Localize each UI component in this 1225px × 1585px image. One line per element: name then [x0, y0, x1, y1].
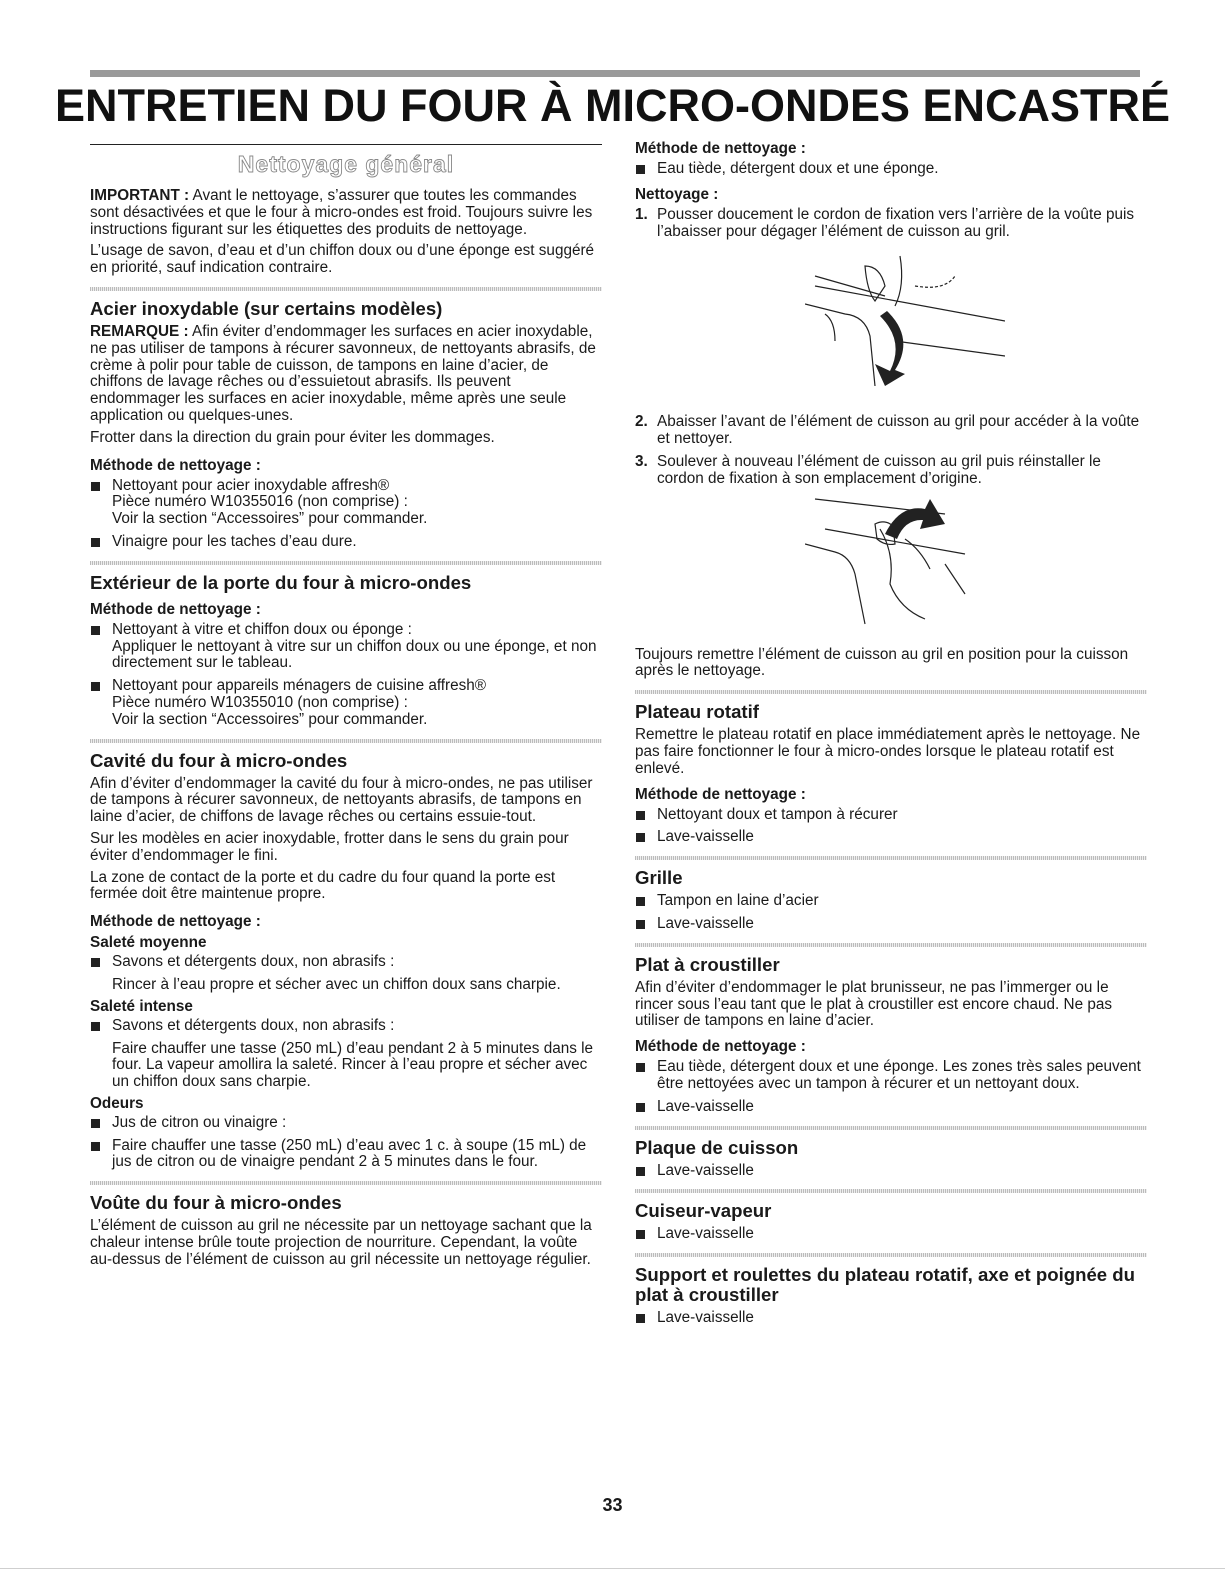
odors-list	[90, 1115, 602, 1171]
list-item: Savons et détergents doux, non abrasifs :	[90, 954, 602, 971]
stainless-note: REMARQUE : Afin éviter d’endommager les surfaces en acier inoxydable, ne pas utiliser de tampons à récurer savonneux, de nettoyants abrasifs, de crème à polir pour table de cuisson, de tampons en laine d’acier, de chiffons de lavage rêches ou d’essuietout abrasifs. Ils peuvent endommager les surfaces en acier inoxydable, même après une seule application ou quelques-unes.	[90, 322, 596, 424]
method-label: Méthode de nettoyage :	[635, 1038, 806, 1056]
section-divider	[635, 1253, 1147, 1257]
heavy-list	[90, 1018, 602, 1035]
section-heading-vault: Voûte du four à micro-ondes	[90, 1192, 342, 1214]
method-label: Méthode de nettoyage :	[635, 140, 806, 157]
cavity-paragraph: La zone de contact de la porte et du cadre du four quand la porte est fermée doit être maintenue propre.	[90, 868, 556, 903]
step-item: 3. Soulever à nouveau l’élément de cuisson au gril puis réinstaller le cordon de fixation à son emplacement d’origine.	[635, 452, 1101, 487]
section-divider	[635, 690, 1147, 694]
important-note: IMPORTANT : Avant le nettoyage, s’assurer que toutes les commandes sont désactivées et que le four à micro-ondes est froid. Toujours suivre les instructions figurant sur les étiquettes des produits de nettoyage.	[90, 187, 593, 238]
top-rule	[90, 70, 1140, 77]
rack-list	[635, 893, 1147, 933]
list-item: Nettoyant pour appareils ménagers de cuisine affresh® Pièce numéro W10355010 (non comprise) : Voir la section “Accessoires” pour commander.	[90, 678, 602, 728]
section-divider	[90, 1181, 602, 1185]
reminder-text: Toujours remettre l’élément de cuisson au gril en position pour la cuisson après le nettoyage.	[635, 645, 1129, 680]
bottom-rule	[0, 1568, 1225, 1569]
list-item: Vinaigre pour les taches d’eau dure.	[90, 534, 602, 551]
list-item: Eau tiède, détergent doux et une éponge.	[635, 161, 1147, 178]
stainless-method-list	[90, 478, 602, 551]
method-label: Méthode de nettoyage :	[90, 600, 261, 618]
griddle-list	[635, 1163, 1147, 1180]
odors-label: Odeurs	[90, 1094, 144, 1112]
list-item: Nettoyant pour acier inoxydable affresh® Pièce numéro W10355016 (non comprise) : Voir la section “Accessoires” pour commander.	[90, 478, 602, 528]
cavity-paragraph: Afin d’éviter d’endommager la cavité du four à micro-ondes, ne pas utiliser de tampons à récurer savonneux, de nettoyants abrasifs, de tampons en laine d’acier, de chiffons de lavage rêches ou certains essuie-tout.	[90, 774, 593, 826]
left-column	[90, 136, 602, 1274]
list-item: Nettoyant à vitre et chiffon doux ou éponge : Appliquer le nettoyant à vitre sur un chiffon doux ou une éponge, et non directement sur le tableau.	[90, 622, 602, 672]
section-divider	[90, 287, 602, 291]
page-number: 33	[602, 1495, 623, 1515]
section-divider	[635, 1189, 1147, 1193]
moderate-list	[90, 954, 602, 971]
section-heading-turntable: Plateau rotatif	[635, 701, 759, 723]
heavy-text: Faire chauffer une tasse (250 mL) d’eau pendant 2 à 5 minutes dans le four. La vapeur amollira la saleté. Rincer à l’eau propre et sécher avec un chiffon doux sans charpie.	[112, 1039, 594, 1091]
section-divider	[90, 739, 602, 743]
illustration-raise-element	[635, 494, 1147, 639]
stainless-rub-text: Frotter dans la direction du grain pour éviter les dommages.	[90, 428, 495, 446]
usage-note: L’usage de savon, d’eau et d’un chiffon doux ou d’une éponge est suggéré en priorité, sauf indication contraire.	[90, 242, 595, 277]
method-label: Méthode de nettoyage :	[90, 456, 261, 474]
turntable-paragraph: Remettre le plateau rotatif en place immédiatement après le nettoyage. Ne pas faire fonctionner le four à micro-ondes lorsque le plateau rotatif est enlevé.	[635, 726, 1141, 777]
moderate-soil-label: Saleté moyenne	[90, 934, 207, 952]
section-heading-stainless: Acier inoxydable (sur certains modèles)	[90, 297, 443, 319]
list-item: Tampon en laine d’acier	[635, 893, 1147, 910]
section-heading-rack: Grille	[635, 867, 683, 889]
list-item: Nettoyant doux et tampon à récurer	[635, 807, 1147, 824]
vault-method-list	[635, 161, 1147, 178]
cleaning-label: Nettoyage :	[635, 185, 719, 203]
list-item: Lave-vaisselle	[635, 916, 1147, 933]
list-item: Jus de citron ou vinaigre :	[90, 1115, 602, 1132]
step-item: 2. Abaisser l’avant de l’élément de cuisson au gril pour accéder à la voûte et nettoyer.	[635, 413, 1140, 448]
method-label: Méthode de nettoyage :	[635, 785, 806, 803]
support-list	[635, 1310, 1147, 1327]
vault-steps	[635, 207, 1147, 241]
section-heading-griddle: Plaque de cuisson	[635, 1136, 799, 1158]
vault-paragraph: L’élément de cuisson au gril ne nécessite par un nettoyage sachant que la chaleur intense brûle toute projection de nourriture. Cependant, la voûte au-dessus de l’élément de cuisson au gril nécessite un nettoyage régulier.	[90, 1217, 592, 1268]
list-item: Savons et détergents doux, non abrasifs :	[90, 1018, 602, 1035]
section-heading-support: Support et roulettes du plateau rotatif, axe et poignée du plat à croustiller	[635, 1264, 1136, 1306]
turntable-method-list	[635, 807, 1147, 847]
broil-element-illustration	[805, 246, 1005, 406]
illustration-lower-element	[635, 246, 1147, 406]
heavy-soil-label: Saleté intense	[90, 997, 193, 1015]
list-item: Lave-vaisselle	[635, 1226, 1147, 1243]
list-item: Lave-vaisselle	[635, 829, 1147, 846]
door-method-list	[90, 622, 602, 729]
reinstall-element-illustration	[805, 494, 1005, 634]
list-item: Lave-vaisselle	[635, 1163, 1147, 1180]
list-item: Eau tiède, détergent doux et une éponge. Les zones très sales peuvent être nettoyées avec un tampon à récurer et un nettoyant doux.	[635, 1059, 1147, 1093]
section-divider	[635, 856, 1147, 860]
general-heading-wrap	[90, 144, 602, 178]
section-heading-cavity: Cavité du four à micro-ondes	[90, 749, 348, 771]
section-heading-crisper: Plat à croustiller	[635, 953, 780, 975]
section-divider	[90, 561, 602, 565]
section-divider	[635, 1126, 1147, 1130]
section-divider	[635, 943, 1147, 947]
general-cleaning-heading: Nettoyage général	[237, 151, 455, 177]
right-column	[635, 140, 1147, 1333]
step-item: 1. Pousser doucement le cordon de fixation vers l’arrière de la voûte puis l’abaisser pour dégager l’élément de cuisson au gril.	[635, 205, 1135, 240]
section-heading-steamer: Cuiseur-vapeur	[635, 1200, 772, 1222]
steamer-list	[635, 1226, 1147, 1243]
crisper-paragraph: Afin d’éviter d’endommager le plat brunisseur, ne pas l’immerger ou le rincer sous l’eau tant que le plat à croustiller est encore chaud. Ne pas utiliser de tampons en laine d’acier.	[635, 978, 1113, 1030]
section-heading-door: Extérieur de la porte du four à micro-ondes	[90, 571, 472, 593]
list-item: Lave-vaisselle	[635, 1310, 1147, 1327]
page-title: ENTRETIEN DU FOUR À MICRO-ONDES ENCASTRÉ	[54, 80, 1171, 131]
crisper-method-list	[635, 1059, 1147, 1115]
method-label: Méthode de nettoyage :	[90, 913, 261, 931]
cavity-paragraph: Sur les modèles en acier inoxydable, frotter dans le sens du grain pour éviter d’endommager le fini.	[90, 829, 569, 864]
list-item: Lave-vaisselle	[635, 1099, 1147, 1116]
vault-steps-continued	[635, 414, 1147, 487]
list-item: Faire chauffer une tasse (250 mL) d’eau avec 1 c. à soupe (15 mL) de jus de citron ou de vinaigre pendant 2 à 5 minutes dans le four.	[90, 1138, 602, 1172]
moderate-text: Rincer à l’eau propre et sécher avec un chiffon doux sans charpie.	[112, 975, 561, 993]
